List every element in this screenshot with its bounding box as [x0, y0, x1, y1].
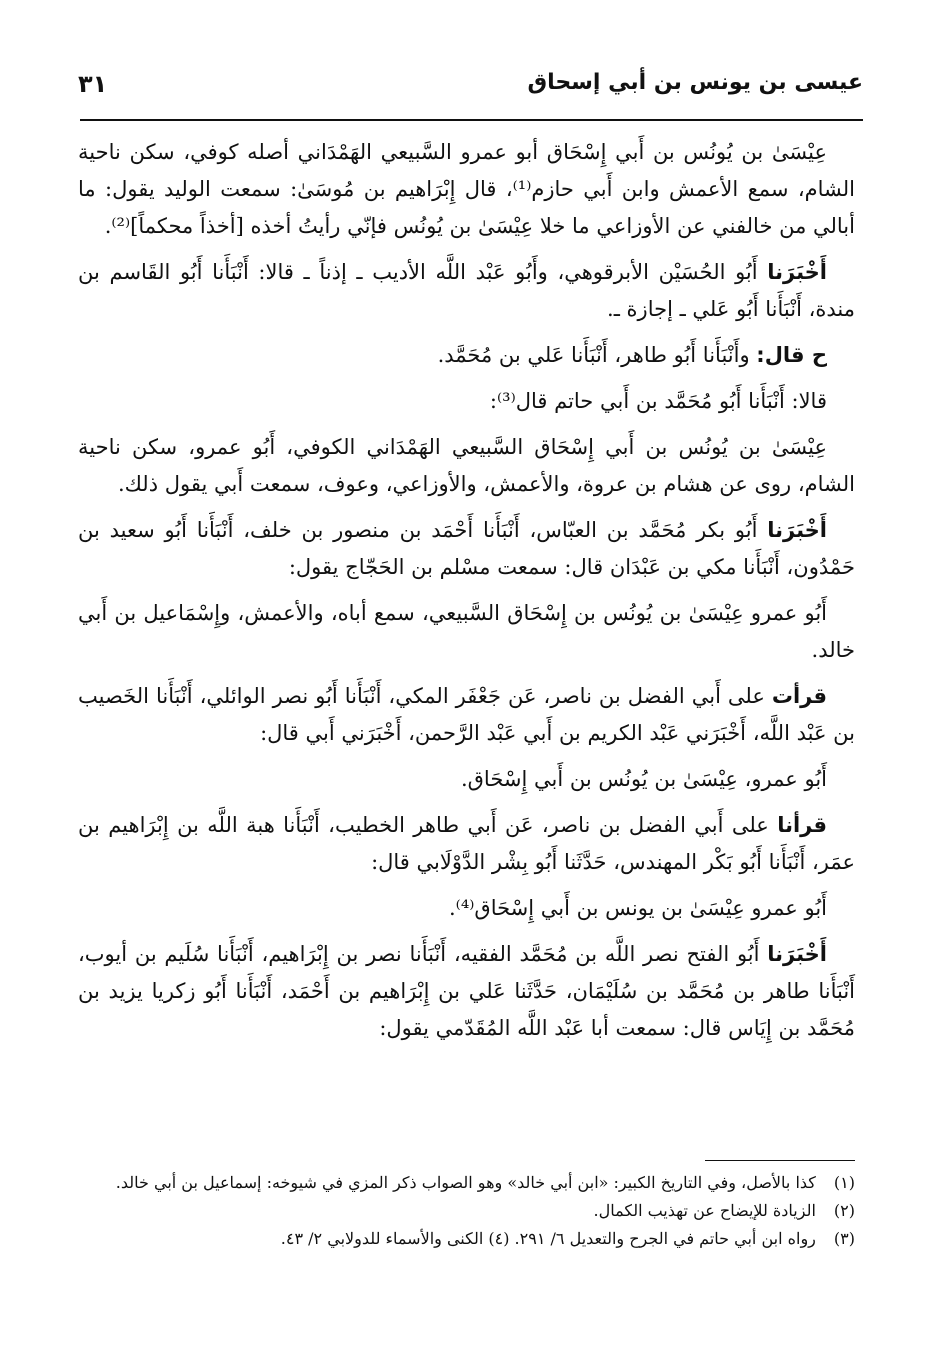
- paragraph: قالا: أَنْبَأَنا أَبُو مُحَمَّد بن أَبي حاتم قال⁽³⁾:: [489, 389, 827, 413]
- footnote-rule: [705, 1160, 855, 1161]
- paragraph: عِيْسَىٰ بن يُونُس بن أَبي إِسْحَاق أبو عمرو السَّبيعي الهَمْدَاني أصله كوفي، سكن ناحية الشام، سمع الأعمش وابن أَبي حازم⁽¹⁾، قال إِبْرَاهيم بن مُوسَىٰ: سمعت الوليد يقول: ما أبالي من خالفني عن الأوزاعي ما خلا عِيْسَىٰ بن يُونُس فإنّي رأيتُ أخذه [أخذاً محكماً]⁽²⁾.: [78, 140, 856, 238]
- footnote: (١) كذا بالأصل، وفي التاريخ الكبير: «ابن أبي خالد» وهو الصواب ذكر المزي في شيوخه: إسماعيل بن أبي خالد.: [115, 1173, 855, 1192]
- header-title: عيسى بن يونس بن أبي إسحاق: [527, 70, 863, 95]
- paragraph: ح قال: وأَنْبَأَنا أَبُو طاهر، أَنْبَأَنا عَلي بن مُحَمَّد.: [437, 343, 827, 367]
- paragraph: أَبُو عمرو عِيْسَىٰ بن يونس بن أَبي إِسْحَاق⁽⁴⁾.: [448, 896, 827, 920]
- paragraph: قرأنا على أَبي الفضل بن ناصر، عَن أَبي طاهر الخطيب، أَنْبَأَنا هبة اللَّه بن إِبْرَاهيم بن عمَر، أَنْبَأَنا أَبُو بَكْر المهندس، حَدَّثَنا أَبُو بِشْر الدَّوْلَابي قال:: [78, 813, 855, 874]
- paragraph: أَخْبَرَنا أَبُو الفتح نصر اللَّه بن مُحَمَّد الفقيه، أَنْبَأَنا نصر بن إِبْرَاهيم، أَنْبَأَنا سُلَيم بن أيوب، أَنْبَأَنا طاهر بن مُحَمَّد بن سُلَيْمَان، حَدَّثَنا عَلي بن إِبْرَاهيم بن أَحْمَد، أَنْبَأَنا أَبُو زكريا يزيد بن مُحَمَّد بن إِيَاس قال: سمعت أبا عَبْد اللَّه المُقَدّمي يقول:: [78, 942, 855, 1040]
- paragraph: أَبُو عمرو، عِيْسَىٰ بن يُونُس بن أَبي إِسْحَاق.: [460, 767, 827, 791]
- footnotes: [78, 1170, 855, 1254]
- footnote: (٣) رواه ابن أبي حاتم في الجرح والتعديل ٦/ ٢٩١. (٤) الكنى والأسماء للدولابي ٢/ ٤٣.: [280, 1229, 855, 1248]
- footnote: (٢) الزيادة للإيضاح عن تهذيب الكمال.: [593, 1201, 855, 1220]
- running-header: [70, 66, 863, 106]
- page-number: ٣١: [78, 70, 108, 98]
- paragraph: أَبُو عمرو عِيْسَىٰ بن يُونُس بن إِسْحَاق السَّبيعي، سمع أباه، والأعمش، وإِسْمَاعيل بن أَبي خالد.: [78, 601, 855, 662]
- paragraph: عِيْسَىٰ بن يُونُس بن أَبي إِسْحَاق السَّبيعي الهَمْدَاني الكوفي، أَبُو عمرو، سكن ناحية الشام، روى عن هشام بن عروة، والأعمش، والأوزاعي، وعوف، سمعت أَبي يقول ذلك.: [78, 435, 855, 496]
- paragraph: أَخْبَرَنا أَبُو الحُسَيْن الأبرقوهي، وأَبُو عَبْد اللَّه الأديب ـ إذناً ـ قالا: أَنْبَأَنا أَبُو القَاسم بن مندة، أَنْبَأَنا أَبُو عَلي ـ إجازة ـ.: [78, 260, 855, 321]
- paragraph: أَخْبَرَنا أَبُو بكر مُحَمَّد بن العبّاس، أَنْبَأَنا أَحْمَد بن منصور بن خلف، أَنْبَأَنا أَبُو سعيد بن حَمْدُون، أَنْبَأَنا مكي بن عَبْدَان قال: سمعت مسْلم بن الحَجّاج يقول:: [78, 518, 855, 579]
- main-text: [78, 134, 855, 1056]
- paragraph: قرأت على أَبي الفضل بن ناصر، عَن جَعْفَر المكي، أَنْبَأَنا أَبُو نصر الوائلي، أَنْبَأَنا الخَصيب بن عَبْد اللَّه، أَخْبَرَني عَبْد الكريم بن أَبي عَبْد الرَّحمن، أَخْبَرَني أَبي قال:: [78, 684, 855, 745]
- header-rule: [80, 119, 863, 121]
